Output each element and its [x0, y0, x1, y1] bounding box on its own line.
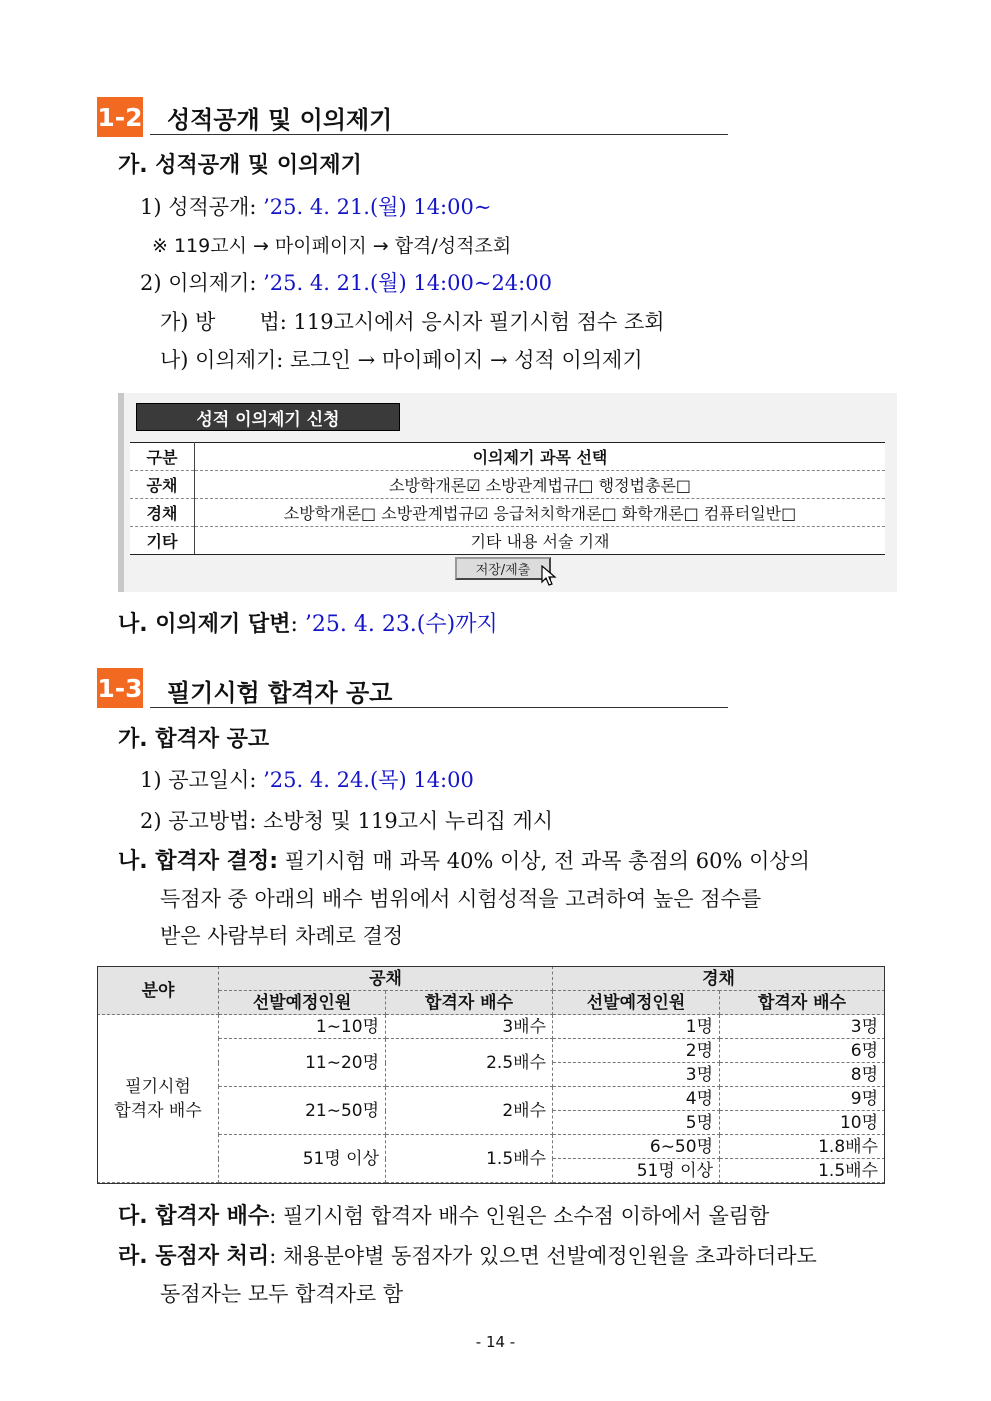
table-cell: 1∼10명 — [219, 1015, 386, 1039]
paragraph-text: : 필기시험 합격자 배수 인원은 소수점 이하에서 올림함 — [269, 1204, 770, 1228]
tie-handling-line-1 — [118, 1241, 817, 1272]
item-label: 1) 공고일시: — [140, 768, 264, 792]
colon: : — [290, 612, 305, 637]
pass-decision-line-3: 받은 사람부터 차례로 결정 — [160, 924, 404, 948]
table-header: 분야 — [98, 967, 219, 1015]
table-cell: 3명 — [720, 1015, 885, 1039]
item-objection — [140, 268, 552, 298]
table-cell: 1명 — [553, 1015, 720, 1039]
table-cell: 8명 — [720, 1063, 885, 1087]
form-row-value[interactable]: 소방학개론☑ 소방관계법규□ 행정법총론□ — [195, 471, 886, 499]
table-cell: 10명 — [720, 1111, 885, 1135]
section-number-badge: 1-3 — [97, 668, 143, 708]
subsection-heading: 가. 합격자 공고 — [118, 727, 270, 752]
item-announce-date — [140, 765, 474, 795]
table-cell: 1.8배수 — [720, 1135, 885, 1159]
table-cell: 1.5배수 — [720, 1159, 885, 1183]
pass-ratio-table — [97, 966, 885, 1183]
table-header: 공채 — [219, 967, 553, 991]
form-row — [130, 443, 885, 471]
table-cell: 21∼50명 — [219, 1087, 386, 1135]
date-text: ’25. 4. 21.(월) 14:00∼ — [263, 195, 492, 219]
pass-decision-line-1 — [118, 846, 810, 877]
item-heading: 나. 합격자 결정: — [118, 849, 278, 874]
form-title: 성적 이의제기 신청 — [136, 403, 400, 431]
table-cell: 4명 — [553, 1087, 720, 1111]
table-cell: 3명 — [553, 1063, 720, 1087]
pass-decision-line-2: 득점자 중 아래의 배수 범위에서 시험성적을 고려하여 높은 점수를 — [160, 887, 762, 911]
item-heading: 다. 합격자 배수 — [118, 1204, 270, 1229]
table-cell: 51명 이상 — [219, 1135, 386, 1183]
form-row — [130, 527, 885, 555]
save-submit-button[interactable]: 저장/제출 — [455, 557, 551, 580]
section-rule — [150, 134, 728, 135]
form-row-label: 공채 — [130, 471, 195, 499]
cursor-pointer-icon — [540, 565, 560, 587]
form-row — [130, 471, 885, 499]
subsection-heading: 가. 성적공개 및 이의제기 — [118, 153, 362, 178]
sub-item-objection-path: 나) 이의제기: 로그인 → 마이페이지 → 성적 이의제기 — [160, 348, 643, 372]
item-announce-method: 2) 공고방법: 소방청 및 119고시 누리집 게시 — [140, 809, 554, 833]
note-text: ※ 119고시 → 마이페이지 → 합격/성적조회 — [152, 235, 512, 257]
row-label: 필기시험 합격자 배수 — [98, 1015, 219, 1183]
item-heading: 라. 동점자 처리 — [118, 1244, 270, 1269]
date-text: ’25. 4. 21.(월) 14:00∼24:00 — [263, 271, 552, 295]
table-cell: 2.5배수 — [386, 1039, 553, 1087]
form-row-label: 기타 — [130, 527, 195, 555]
item-label: 2) 이의제기: — [140, 271, 264, 295]
item-label: 1) 성적공개: — [140, 195, 264, 219]
table-cell: 6∼50명 — [553, 1135, 720, 1159]
date-text: ’25. 4. 24.(목) 14:00 — [263, 768, 474, 792]
table-cell: 11∼20명 — [219, 1039, 386, 1087]
sub-item-text: 법: 119고시에서 응시자 필기시험 점수 조회 — [259, 310, 665, 334]
section-rule — [150, 707, 728, 708]
table-cell: 9명 — [720, 1087, 885, 1111]
form-row-label: 경채 — [130, 499, 195, 527]
table-header: 선발예정인원 — [219, 991, 386, 1015]
paragraph-text: 필기시험 매 과목 40% 이상, 전 과목 총점의 60% 이상의 — [278, 849, 810, 873]
page-number: - 14 - — [475, 1333, 516, 1351]
form-row-label: 구분 — [130, 443, 195, 471]
section-title: 필기시험 합격자 공고 — [167, 679, 393, 707]
section-number-badge: 1-2 — [97, 97, 143, 137]
table-header: 경채 — [553, 967, 885, 991]
paragraph-text: : 채용분야별 동점자가 있으면 선발예정인원을 초과하더라도 — [269, 1244, 817, 1268]
item-score-release — [140, 192, 491, 222]
table-cell: 2배수 — [386, 1087, 553, 1135]
section-title: 성적공개 및 이의제기 — [167, 106, 393, 134]
table-cell: 6명 — [720, 1039, 885, 1063]
objection-answer — [118, 610, 498, 640]
table-header: 합격자 배수 — [386, 991, 553, 1015]
table-header: 합격자 배수 — [720, 991, 885, 1015]
sub-item-label: 가) 방 — [160, 310, 216, 334]
form-row — [130, 499, 885, 527]
pass-multiple-note — [118, 1201, 769, 1232]
table-cell: 3배수 — [386, 1015, 553, 1039]
sub-item-method — [160, 307, 665, 337]
table-header: 선발예정인원 — [553, 991, 720, 1015]
objection-form-table — [130, 442, 885, 555]
table-cell: 2명 — [553, 1039, 720, 1063]
table-cell: 1.5배수 — [386, 1135, 553, 1183]
form-row-value[interactable]: 소방학개론□ 소방관계법규☑ 응급처치학개론□ 화학개론□ 컴퓨터일반□ — [195, 499, 886, 527]
table-cell: 51명 이상 — [553, 1159, 720, 1183]
table-cell: 5명 — [553, 1111, 720, 1135]
form-row-value[interactable]: 기타 내용 서술 기재 — [195, 527, 886, 555]
item-heading: 나. 이의제기 답변 — [118, 612, 291, 637]
form-row-value: 이의제기 과목 선택 — [195, 443, 886, 471]
tie-handling-line-2: 동점자는 모두 합격자로 함 — [160, 1282, 404, 1306]
date-text: ’25. 4. 23.(수)까지 — [304, 612, 498, 637]
